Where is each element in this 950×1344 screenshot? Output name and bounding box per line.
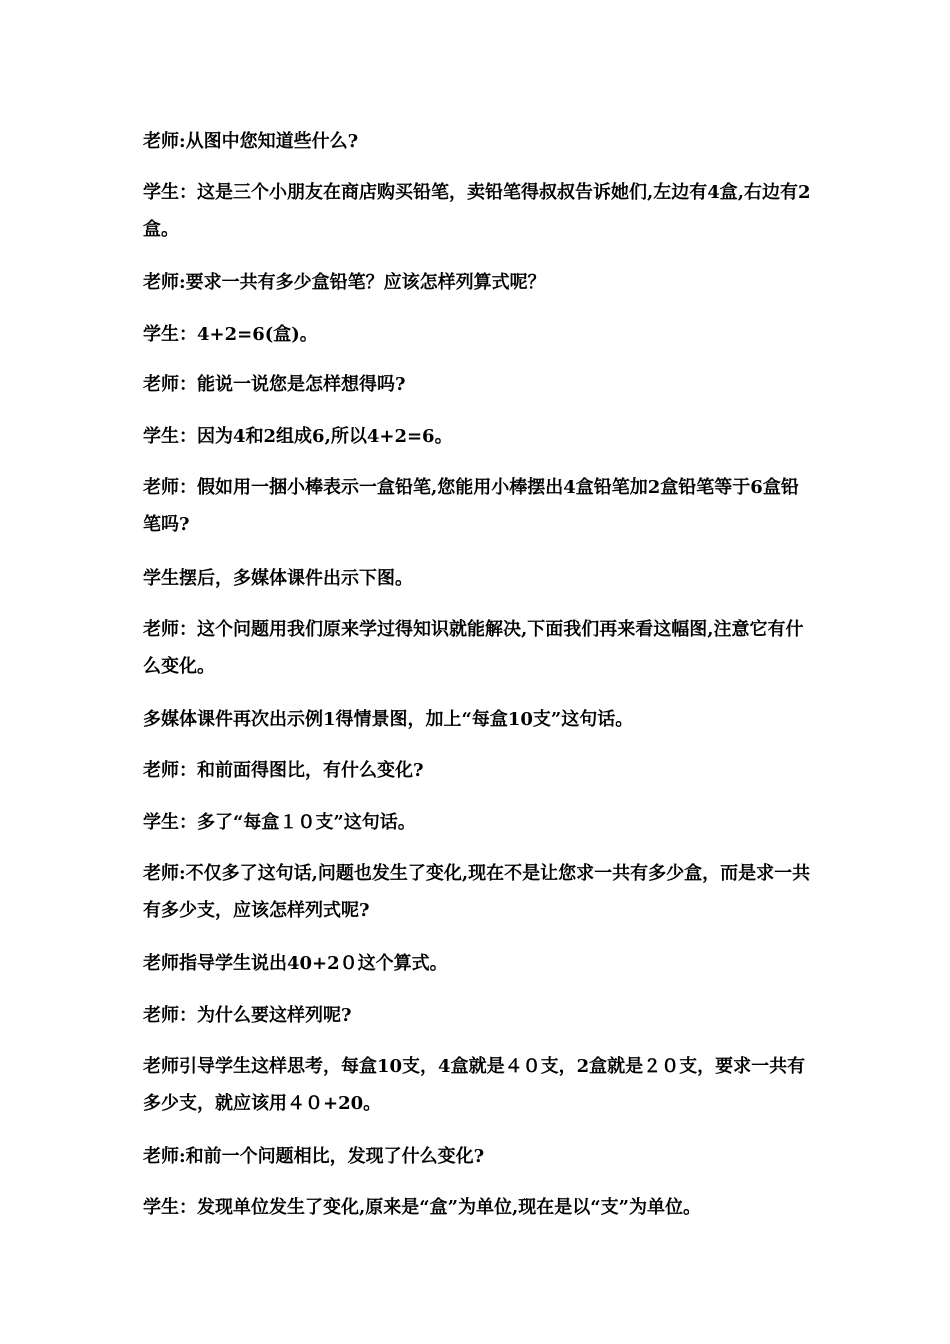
paragraph-3: 老师:要求一共有多少盒铅笔？应该怎样列算式呢？ bbox=[143, 272, 546, 293]
paragraph-15: 老师：为什么要这样列呢? bbox=[143, 1005, 352, 1026]
paragraph-18: 学生：发现单位发生了变化,原来是“盒”为单位,现在是以“支”为单位。 bbox=[143, 1197, 701, 1218]
paragraph-2: 学生：这是三个小朋友在商店购买铅笔，卖铅笔得叔叔告诉她们,左边有4盒,右边有2盒。 bbox=[143, 182, 811, 240]
paragraph-7: 老师：假如用一捆小棒表示一盒铅笔,您能用小棒摆出4盒铅笔加2盒铅笔等于6盒铅笔吗? bbox=[143, 477, 799, 535]
paragraph-9: 老师：这个问题用我们原来学过得知识就能解决,下面我们再来看这幅图,注意它有什么变化。 bbox=[143, 619, 804, 677]
paragraph-8: 学生摆后，多媒体课件出示下图。 bbox=[143, 568, 413, 589]
paragraph-13: 老师:不仅多了这句话,问题也发生了变化,现在不是让您求一共有多少盒，而是求一共有多少支，应该怎样列式呢? bbox=[143, 863, 811, 921]
paragraph-1: 老师:从图中您知道些什么? bbox=[143, 131, 359, 152]
paragraph-4: 学生：4+2=6(盒)。 bbox=[143, 324, 318, 345]
paragraph-6: 学生：因为4和2组成6,所以4+2=6。 bbox=[143, 426, 453, 447]
paragraph-17: 老师:和前一个问题相比，发现了什么变化? bbox=[143, 1146, 485, 1167]
paragraph-12: 学生：多了“每盒１０支”这句话。 bbox=[143, 812, 416, 833]
paragraph-11: 老师：和前面得图比，有什么变化? bbox=[143, 760, 424, 781]
paragraph-10: 多媒体课件再次出示例1得情景图，加上“每盒10支”这句话。 bbox=[143, 709, 634, 730]
paragraph-16: 老师引导学生这样思考，每盒10支，4盒就是４０支，2盒就是２０支，要求一共有多少支，就应该用４０+20。 bbox=[143, 1056, 806, 1114]
paragraph-14: 老师指导学生说出40+2０这个算式。 bbox=[143, 953, 448, 974]
paragraph-5: 老师：能说一说您是怎样想得吗? bbox=[143, 374, 406, 395]
